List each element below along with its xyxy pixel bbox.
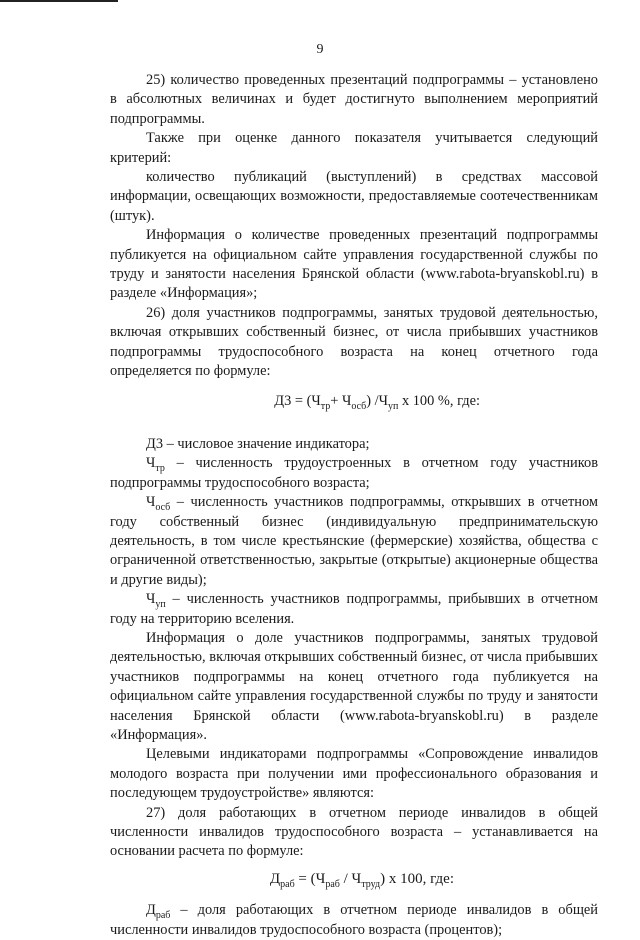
paragraph-25: 25) количество проведенных презентаций подпрограммы – установлено в абсолютных величинах и будет достигнуто выполнением мероприятий подпрограммы. bbox=[110, 72, 598, 127]
paragraph-27: 27) доля работающих в отчетном периоде инвалидов в общей численности инвалидов трудоспособного возраста – устанавливается на основании расчета по формуле: bbox=[110, 804, 598, 860]
definition-drab: $Д_{раб}$ – доля работающих в отчетном периоде инвалидов в общей численности инвалидов трудоспособного возраста (процентов); bbox=[110, 902, 598, 938]
formula-drab: $Д_{раб} = (Ч_{раб} / Ч_{труд})$ х 100, где: bbox=[269, 870, 454, 890]
definition-chup: $Ч_{уп}$ – численность участников подпрограммы, прибывших в отчетном году на территорию вселения. bbox=[110, 591, 598, 627]
definition-chosb: $Ч_{осб}$ – численность участников подпрограммы, открывших в отчетном году собственный бизнес (индивидуальную предпринимательскую деятельность, в том числе крестьянские (фермерские) хозяйства, общества с ограниченной ответственностью, закрытые (открытые) акционерные общества и другие виды); bbox=[110, 494, 598, 588]
paragraph-publications: количество публикаций (выступлений) в средствах массовой информации, освещающих возможности, предоставляемые соотечественникам (штук). bbox=[110, 169, 598, 224]
paragraph-criterion: Также при оценке данного показателя учитывается следующий критерий: bbox=[110, 130, 598, 166]
document-body bbox=[110, 71, 598, 940]
definition-d3: Д3 – числовое значение индикатора; bbox=[146, 435, 370, 452]
formula-d3: $Д3 = (Ч_{тр}+ Ч_{осб})$ $/Ч_{уп}$ х 100 %, где: bbox=[274, 392, 480, 412]
paragraph-info-presentations: Информация о количестве проведенных презентаций подпрограммы публикуется на официальном сайте управления государственной службы по труду и занятости населения Брянской области (www.rabota-bryanskobl.ru) в разделе «Информация»; bbox=[110, 227, 598, 302]
definition-chtr: $Ч_{тр}$ – численность трудоустроенных в отчетном году участников подпрограммы трудоспособного возраста; bbox=[110, 455, 598, 491]
page-number: 9 bbox=[316, 42, 324, 57]
paragraph-target-indicators: Целевыми индикаторами подпрограммы «Сопровождение инвалидов молодого возраста при получении ими профессионального образования и последующем трудоустройстве» являются: bbox=[110, 746, 598, 802]
top-rule bbox=[0, 0, 118, 2]
paragraph-26: 26) доля участников подпрограммы, занятых трудовой деятельностью, включая открывших собственный бизнес, от числа прибывших участников подпрограммы трудоспособного возраста на конец отчетного года определяется по формуле: bbox=[110, 304, 598, 380]
paragraph-info-share: Информация о доле участников подпрограммы, занятых трудовой деятельностью, включая открывших собственный бизнес, от числа прибывших участников подпрограммы на конец отчетного года публикуется на официальном сайте управления государственной службы по труду и занятости населения Брянской области (www.rabota-bryanskobl.ru) в разделе «Информация». bbox=[110, 629, 598, 743]
